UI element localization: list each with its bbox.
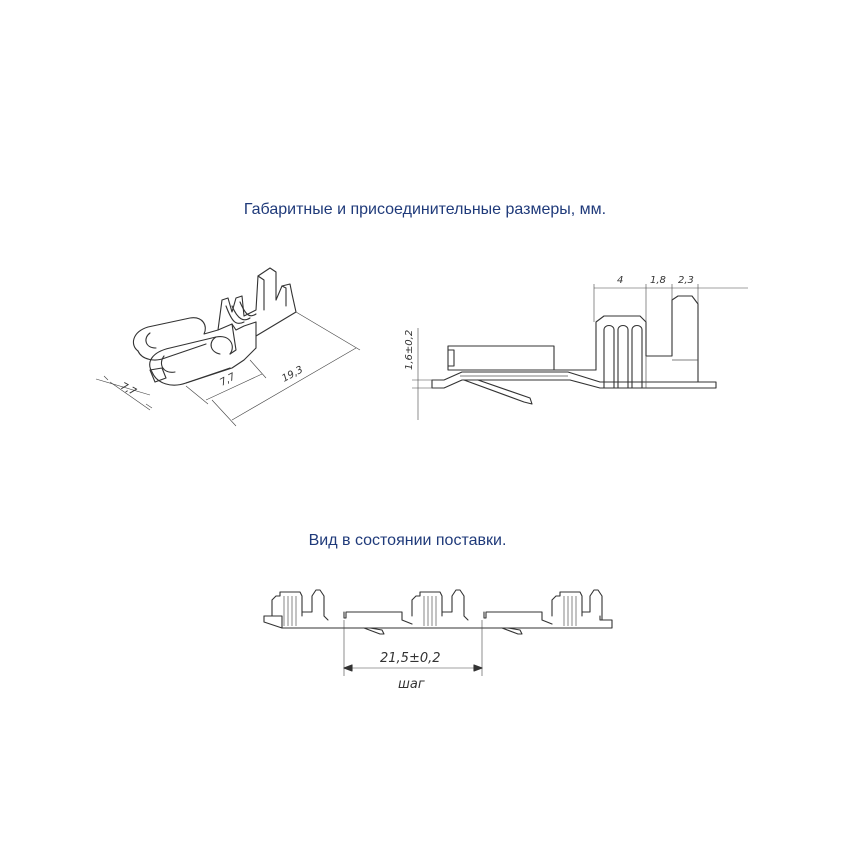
delivery-title: Вид в состоянии поставки. bbox=[308, 532, 507, 549]
dimensions-title: Габаритные и присоединительные размеры, мм. bbox=[243, 201, 607, 218]
dim-height-label: 1,6±0,2 bbox=[404, 329, 415, 370]
dim-width-label: 7,7 bbox=[118, 380, 138, 399]
dim-pitch-label: 21,5±0,2 bbox=[380, 651, 441, 666]
dim-4-label: 4 bbox=[617, 275, 624, 286]
dim-1-8-label: 1,8 bbox=[650, 275, 666, 286]
dim-2-3-label: 2,3 bbox=[678, 275, 694, 286]
side-terminal-drawing bbox=[404, 275, 748, 420]
dim-mid-label: 7,7 bbox=[218, 371, 238, 389]
pitch-label: шаг bbox=[398, 677, 425, 692]
strip-drawing bbox=[264, 590, 612, 692]
iso-terminal-drawing bbox=[96, 268, 360, 426]
dim-length-label: 19,3 bbox=[280, 364, 306, 385]
